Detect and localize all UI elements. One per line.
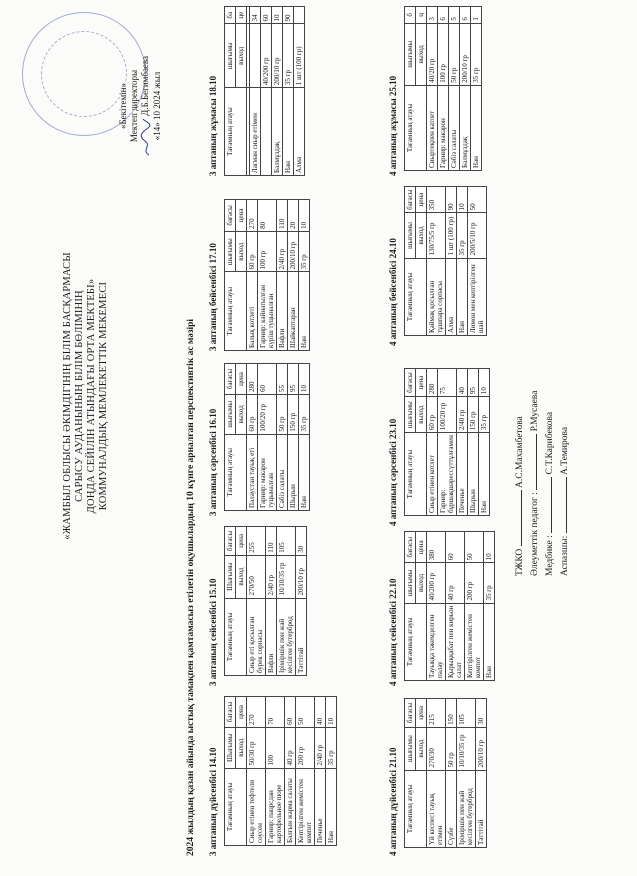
price-cell: 80 xyxy=(258,200,277,232)
yield-cell: 150 гр xyxy=(288,394,299,434)
col-header-price: бағасы xyxy=(405,369,416,397)
dish-name-cell: Кептірілген жемістен компот xyxy=(465,603,484,680)
price-cell: 5 xyxy=(449,7,460,24)
table-row xyxy=(247,200,258,351)
menu-table xyxy=(404,186,487,336)
price-cell: 10 xyxy=(484,532,495,563)
yield-cell: 200/10 гр xyxy=(272,24,283,88)
dish-name-cell: Нан xyxy=(457,258,468,335)
price-cell: 60 xyxy=(285,697,296,728)
col-subheader-tsena: це xyxy=(236,7,247,24)
approval-label: «Бекітемін» xyxy=(118,83,128,129)
dish-name-cell: Нан xyxy=(283,88,294,176)
yield-cell: 35 гр xyxy=(326,727,337,768)
table-row xyxy=(288,364,299,511)
day-heading: 4 аптаның дүйсенбісі 21.10 xyxy=(388,747,398,856)
signatures-block xyxy=(512,276,572,576)
yield-cell: 35 гр xyxy=(479,397,490,433)
table-row xyxy=(438,369,457,516)
table-row xyxy=(247,364,258,511)
signature-line xyxy=(557,477,567,533)
col-header-yield: шығымы xyxy=(405,213,416,258)
col-subheader-vyhod: выход xyxy=(416,213,427,258)
col-header-yield: шығымы xyxy=(405,727,416,770)
col-header-price: бағасы xyxy=(405,532,416,563)
day-heading: 4 аптаның сейсенбісі 22.10 xyxy=(388,578,398,686)
price-cell: 60 xyxy=(446,532,465,563)
price-cell: 270 xyxy=(247,200,258,232)
col-header-price: бағасы xyxy=(225,200,236,232)
table-row xyxy=(277,364,288,511)
yield-cell: 35 гр xyxy=(299,394,310,434)
price-cell: 60 xyxy=(261,7,272,24)
signature-row xyxy=(542,276,557,576)
yield-cell: 40 гр xyxy=(285,727,296,768)
price-cell: 270 xyxy=(247,697,266,728)
yield-cell: 40/20 гр xyxy=(427,23,438,85)
dish-name-cell: Алма xyxy=(294,88,305,176)
menu-table xyxy=(224,363,310,511)
table-row xyxy=(294,7,305,176)
day-heading: 3 аптаның жұмасы 18.10 xyxy=(208,75,218,176)
signature-name: С.Т.Карибекова xyxy=(545,411,555,475)
day-heading: 3 аптаның дүйсенбісі 14.10 xyxy=(208,747,218,856)
dish-name-cell: Гарнир: кайнатылған күріш туцыналған xyxy=(258,272,277,351)
dish-name-cell: Вафли xyxy=(266,598,277,675)
price-cell: 10 xyxy=(272,7,283,24)
price-cell: 10 xyxy=(479,369,490,397)
dish-name-cell: Нан xyxy=(299,434,310,510)
col-header-yield: шығымы xyxy=(225,24,236,88)
yield-cell: 60 гр xyxy=(247,394,258,434)
col-header-yield: шығымы xyxy=(405,397,416,433)
table-row xyxy=(288,200,299,351)
table-row xyxy=(460,7,471,171)
dish-name-cell: Нан xyxy=(479,433,490,516)
dish-name-cell: Үй кеспесі тауық етімен xyxy=(427,770,446,847)
dish-name-cell: Нан xyxy=(299,272,310,351)
col-subheader-tsena: цена xyxy=(416,532,427,563)
table-row xyxy=(283,7,294,176)
dish-name-cell: Сиыр еті қосылған бурек сорпасы xyxy=(247,598,266,675)
price-cell: 110 xyxy=(266,527,277,556)
col-subheader-vyhod: выход xyxy=(416,727,427,770)
dish-name-cell: Іріміршік пен жай кесілген бутерброд xyxy=(277,598,296,675)
price-cell: 280 xyxy=(427,369,438,397)
dish-name-cell: Сиыртеқпен катлет xyxy=(427,85,438,170)
yield-cell: 2/40 гр xyxy=(266,555,277,598)
dish-name-cell: Гарнир: бұршақшәрессүттұлғамен xyxy=(438,433,457,516)
col-header-yield: шығымы xyxy=(225,231,236,272)
table-row xyxy=(427,532,446,681)
dish-name-cell: Шырын xyxy=(288,434,299,510)
yield-cell: 100 xyxy=(266,727,285,768)
price-cell: 95 xyxy=(468,369,479,397)
signature-name: А.Темирова xyxy=(560,426,570,476)
col-subheader-vyhod: выход xyxy=(236,555,247,598)
signature-line xyxy=(512,490,522,546)
menu-table xyxy=(224,6,305,176)
price-cell: 90 xyxy=(446,187,457,213)
yield-cell: 35 гр xyxy=(484,563,495,603)
dish-name-cell: Балық котлеті xyxy=(247,272,258,351)
org-line-4: КОММУНАЛДЫҚ МЕМЛЕКЕТТІК МЕКЕМЕСІ xyxy=(98,281,109,511)
price-cell: 10 xyxy=(299,364,310,395)
day-heading: 3 аптаның бейсенбісі 17.10 xyxy=(208,243,218,351)
table-row xyxy=(457,699,476,848)
approval-name-text: Д.Б.Бегимбаева xyxy=(140,55,151,116)
dish-name-cell: Шайкаптаран xyxy=(288,272,299,351)
table-row xyxy=(479,369,490,516)
menu-table xyxy=(224,199,310,351)
dish-name-cell: Гарнир: макарон xyxy=(438,85,449,170)
table-row xyxy=(468,187,487,336)
signature-name: А.С.Махамбетова xyxy=(515,416,525,488)
table-row xyxy=(427,187,446,336)
yield-cell: 40 гр xyxy=(446,563,465,603)
price-cell: 280 xyxy=(247,364,258,395)
dish-name-cell xyxy=(261,88,272,176)
yield-cell: 2/40 гр xyxy=(315,727,326,768)
yield-cell: 2/40 гр xyxy=(277,231,288,272)
price-cell: 110 xyxy=(277,200,288,232)
col-header-yield: шығымы xyxy=(405,563,416,603)
dish-name-cell: Нан xyxy=(484,603,495,680)
price-cell: 34 xyxy=(250,7,261,24)
yield-cell: 200/5/10 гр xyxy=(468,213,487,258)
col-header-price: б xyxy=(405,7,416,24)
yield-cell: 35 гр xyxy=(299,231,310,272)
col-subheader-vyhod: выход xyxy=(416,397,427,433)
price-cell: 70 xyxy=(266,697,285,728)
table-row xyxy=(446,187,457,336)
director-signature-icon xyxy=(140,118,152,156)
table-row xyxy=(465,532,484,681)
org-line-2: САРЫСУ АУДАНЫНЫҢ БІЛІМ БӨЛІМІНІҢ xyxy=(74,290,85,502)
dish-name-cell: Сүзбе xyxy=(446,770,457,847)
table-row xyxy=(468,369,479,516)
price-cell: 30 xyxy=(476,699,487,728)
yield-cell: 60 гр xyxy=(247,231,258,272)
yield-cell: 35 гр xyxy=(283,24,294,88)
col-subheader-tsena: цена xyxy=(416,187,427,213)
table-row xyxy=(266,527,277,676)
dish-name-cell: Вафли xyxy=(277,272,288,351)
price-cell: 6 xyxy=(438,7,449,24)
yield-cell xyxy=(250,24,261,88)
approval-block xyxy=(118,26,163,186)
yield-cell: 1 шт (100 гр) xyxy=(294,24,305,88)
table-row xyxy=(261,7,272,176)
org-line-3: ДОҢДА СЕЙІЛІН АТЫНДАҒЫ ОРТА МЕКТЕБІ» xyxy=(86,278,97,514)
col-header-name: Тағамның атауы xyxy=(405,603,427,680)
price-cell: 150 xyxy=(446,699,457,728)
table-row xyxy=(299,200,310,351)
col-subheader-vyhod: выход xyxy=(416,563,427,603)
yield-cell: 100 гр xyxy=(258,231,277,272)
col-header-name: Тағамның атауы xyxy=(225,88,247,176)
col-subheader-tsena: цена xyxy=(236,200,247,232)
signature-row xyxy=(557,276,572,576)
col-subheader-vyhod: выход xyxy=(416,23,427,85)
dish-name-cell: Тәттітай xyxy=(296,598,307,675)
table-row xyxy=(258,364,277,511)
price-cell: 380 xyxy=(427,532,446,563)
table-row xyxy=(427,7,438,171)
menu-table xyxy=(404,698,487,848)
dish-name-cell: Тәттітай xyxy=(476,770,487,847)
menu-table xyxy=(404,368,490,516)
price-cell: 10 xyxy=(457,187,468,213)
col-header-name: Тағамның атауы xyxy=(225,768,247,845)
dish-name-cell: Сәбіз салаты xyxy=(277,434,288,510)
table-row xyxy=(446,699,457,848)
price-cell: 95 xyxy=(288,364,299,395)
day-heading: 4 аптаның сәрсенбісі 23.10 xyxy=(388,418,398,526)
price-cell: 350 xyxy=(427,187,446,213)
dish-name-cell: Печенье xyxy=(457,433,468,516)
menu-table xyxy=(224,526,307,676)
price-cell: 30 xyxy=(296,527,307,556)
yield-cell: 40/200 гр xyxy=(261,24,272,88)
col-header-name: Тағамның атауы xyxy=(225,598,247,675)
table-row xyxy=(299,364,310,511)
yield-cell: 200/10 гр xyxy=(476,727,487,770)
col-header-yield: Шығымы xyxy=(225,555,236,598)
yield-cell: 40/200 гр xyxy=(427,563,446,603)
dish-name-cell: Балғын жарма салаты xyxy=(285,768,296,845)
menu-title: 2024 жылдың қазан айында ыстық тамақпен қамтамасыз етілетін оқушылардың 10 күнге арналған перспективтік ас мәзірі xyxy=(186,318,196,856)
dish-name-cell: Қаймақ қосылған тұшпара сорпасы xyxy=(427,258,446,335)
day-heading: 4 аптаның бейсенбісі 24.10 xyxy=(388,238,398,346)
org-line-1: «ЖАМБЫЛ ОБЛЫСЫ ӘКІМДІГІНІҢ БІЛІМ БАСҚАРМАСЫ xyxy=(62,252,73,540)
table-row xyxy=(296,697,315,846)
yield-cell: 100/20 гр xyxy=(438,397,457,433)
signature-row xyxy=(512,276,527,576)
yield-cell: 35 гр xyxy=(471,23,482,85)
menu-table xyxy=(224,696,337,846)
yield-cell: 50 гр xyxy=(449,23,460,85)
table-row xyxy=(272,7,283,176)
table-row xyxy=(484,532,495,681)
yield-cell: 60 гр xyxy=(427,397,438,433)
table-row xyxy=(285,697,296,846)
col-header-yield: шығымы xyxy=(405,23,416,85)
signature-line xyxy=(542,477,552,533)
dish-name-cell: Сиыр етінен котлет xyxy=(427,433,438,516)
signature-name: Р.Мусаева xyxy=(530,390,540,432)
yield-cell: 200/10 гр xyxy=(296,555,307,598)
table-row xyxy=(457,369,468,516)
dish-name-cell: Печенье xyxy=(315,768,326,845)
price-cell: 105 xyxy=(277,527,296,556)
table-row xyxy=(258,200,277,351)
dish-name-cell: Тауыққа тәкемделген палау xyxy=(427,603,446,680)
col-header-name: Тағамның атауы xyxy=(405,770,427,847)
price-cell: 60 xyxy=(258,364,277,395)
yield-cell: 270/50 xyxy=(247,555,266,598)
yield-cell: 50 гр xyxy=(277,394,288,434)
approval-date: «14» 10 2024 жыл xyxy=(152,71,162,141)
table-row xyxy=(457,187,468,336)
yield-cell: 35 гр xyxy=(457,213,468,258)
col-subheader-vyhod: выход xyxy=(236,24,247,88)
signature-role: ТЖКО xyxy=(515,548,525,576)
yield-cell: 200/10 гр xyxy=(288,231,299,272)
dish-name-cell: Балмұздақ xyxy=(460,85,471,170)
dish-name-cell: Іріміршік пен жай кесілген бутерброд xyxy=(457,770,476,847)
approval-name xyxy=(140,26,152,186)
dish-name-cell: Шырын xyxy=(468,433,479,516)
approval-position: Мектеп директоры xyxy=(129,69,139,143)
dish-name-cell: Қырыққабат пен кирьон салат xyxy=(446,603,465,680)
col-header-name: Тағамның атауы xyxy=(225,434,247,510)
col-subheader-tsena: ц xyxy=(416,7,427,24)
dish-name-cell: Сиыр етінен тефтели соусен xyxy=(247,768,266,845)
col-subheader-tsena: цена xyxy=(416,369,427,397)
price-cell: 6 xyxy=(460,7,471,24)
yield-cell: 2/40 гр xyxy=(457,397,468,433)
col-header-name: Тағамның атауы xyxy=(405,433,427,516)
price-cell: 20 xyxy=(288,200,299,232)
col-subheader-vyhod: выход xyxy=(236,231,247,272)
signature-role: Аспазшы: xyxy=(560,535,570,576)
yield-cell: 200 гр xyxy=(296,727,315,768)
table-row xyxy=(250,7,261,176)
table-row xyxy=(247,527,266,676)
dish-name-cell: Сәбіз салаты xyxy=(449,85,460,170)
col-subheader-tsena: цена xyxy=(416,699,427,728)
yield-cell: 50/30 гр xyxy=(247,727,266,768)
table-row xyxy=(277,527,296,676)
day-heading: 3 аптаның сейсенбісі 15.10 xyxy=(208,578,218,686)
price-cell: 50 xyxy=(465,532,484,563)
price-cell: 90 xyxy=(283,7,294,24)
yield-cell: 200/10 гр xyxy=(460,23,471,85)
col-header-price: бағасы xyxy=(225,697,236,728)
table-row xyxy=(446,532,465,681)
price-cell: 50 xyxy=(296,697,315,728)
price-cell: 10 xyxy=(326,697,337,728)
day-heading: 3 аптаның сәрсенбісі 16.10 xyxy=(208,408,218,516)
table-row xyxy=(277,200,288,351)
col-header-price: бағасы xyxy=(225,527,236,556)
col-header-price: бағасы xyxy=(405,699,416,728)
price-cell: 105 xyxy=(457,699,476,728)
price-cell: 255 xyxy=(247,527,266,556)
dish-name-cell: Нан xyxy=(326,768,337,845)
yield-cell: 130/75/5 гр xyxy=(427,213,446,258)
table-row xyxy=(427,699,446,848)
col-subheader-tsena: цена xyxy=(236,364,247,395)
yield-cell: 100 гр xyxy=(438,23,449,85)
yield-cell: 1 шт (100 гр) xyxy=(446,213,457,258)
price-cell: 50 xyxy=(468,187,487,213)
menu-table xyxy=(404,531,495,681)
table-row xyxy=(247,697,266,846)
price-cell: 40 xyxy=(457,369,468,397)
price-cell: 55 xyxy=(277,364,288,395)
col-header-yield: шығымы xyxy=(225,394,236,434)
yield-cell: 270/30 xyxy=(427,727,446,770)
price-cell: 75 xyxy=(438,369,457,397)
dish-name-cell: Гарнир: пацрсдан картофельное пюре xyxy=(266,768,285,845)
table-row xyxy=(427,369,438,516)
menu-table xyxy=(404,6,482,171)
dish-name-cell: Лагман сиыр етімен xyxy=(250,88,261,176)
col-header-name: Тағамның атауы xyxy=(405,258,427,335)
price-cell: 215 xyxy=(427,699,446,728)
yield-cell: 200 гр xyxy=(465,563,484,603)
table-row xyxy=(266,697,285,846)
price-cell: 1 xyxy=(471,7,482,24)
yield-cell: 100/20 гр xyxy=(258,394,277,434)
yield-cell: 150 гр xyxy=(468,397,479,433)
signature-role: Медбике : xyxy=(545,535,555,576)
dish-name-cell: Балмұздақ xyxy=(272,88,283,176)
dish-name-cell: Гарнир: макарон туцыналған xyxy=(258,434,277,510)
table-row xyxy=(438,7,449,171)
dish-name-cell: Кептірілген жемістен компот xyxy=(296,768,315,845)
dish-name-cell: Палаустан тауық еті xyxy=(247,434,258,510)
yield-cell: 10/10/35 гр xyxy=(457,727,476,770)
day-heading: 4 аптаның жұмасы 25.10 xyxy=(388,75,398,176)
col-subheader-vyhod: выход xyxy=(236,727,247,768)
table-row xyxy=(471,7,482,171)
price-cell: 40 xyxy=(315,697,326,728)
yield-cell: 10/10/35 гр xyxy=(277,555,296,598)
price-cell xyxy=(294,7,305,24)
organization-header xyxy=(62,76,110,716)
table-row xyxy=(296,527,307,676)
table-row xyxy=(315,697,326,846)
price-cell: 10 xyxy=(299,200,310,232)
col-header-name: Тағамның атауы xyxy=(225,272,247,351)
price-cell: 3 xyxy=(427,7,438,24)
col-header-name: Тағамның атауы xyxy=(405,85,427,170)
col-subheader-vyhod: выход xyxy=(236,394,247,434)
signature-line xyxy=(527,434,537,490)
table-row xyxy=(449,7,460,171)
signature-row xyxy=(527,276,542,576)
table-row xyxy=(326,697,337,846)
signature-role: Әлеуметтік педагог : xyxy=(530,492,540,576)
col-subheader-tsena: цена xyxy=(236,527,247,556)
dish-name-cell: Лимон мен кептірілген шай xyxy=(468,258,487,335)
col-header-yield: Шығымы xyxy=(225,727,236,768)
yield-cell: 50 гр xyxy=(446,727,457,770)
dish-name-cell: Алма xyxy=(446,258,457,335)
col-subheader-tsena: цена xyxy=(236,697,247,728)
col-header-price: ба xyxy=(225,7,236,24)
col-header-price: бағасы xyxy=(225,364,236,395)
col-header-price: бағасы xyxy=(405,187,416,213)
table-row xyxy=(476,699,487,848)
dish-name-cell: Нан xyxy=(471,85,482,170)
